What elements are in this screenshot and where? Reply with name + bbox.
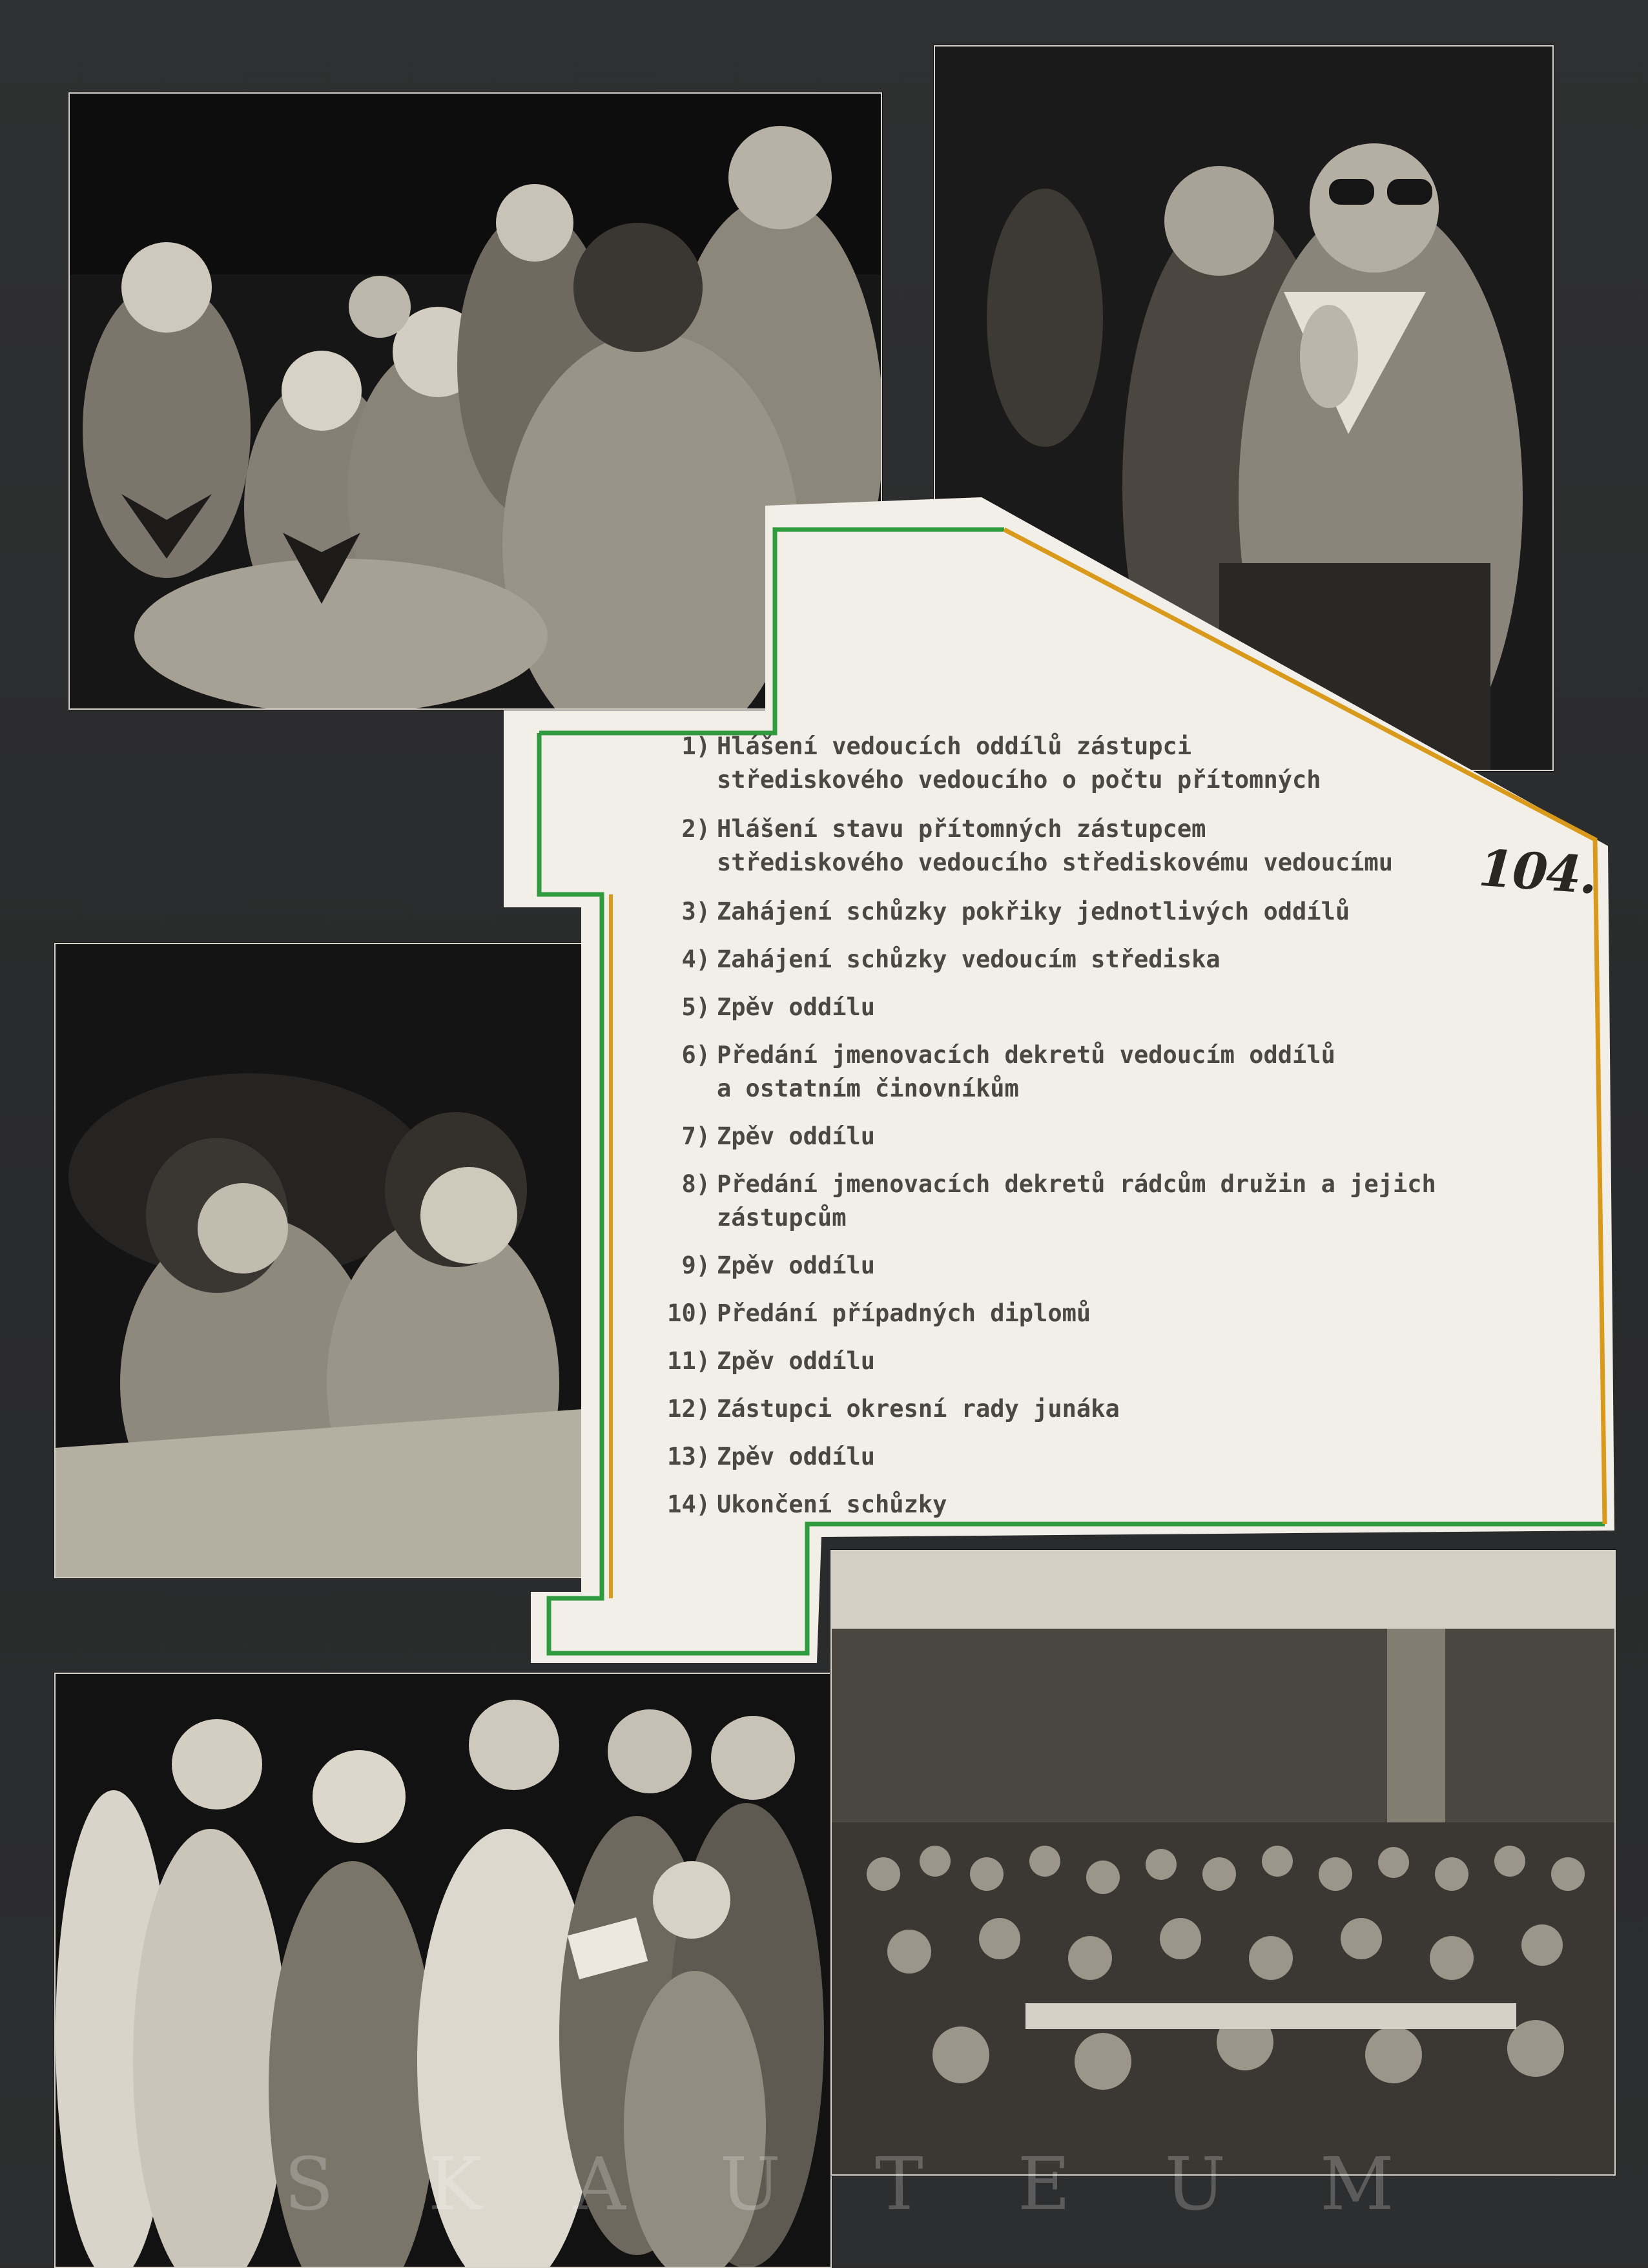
agenda-item: 5) Zpěv oddílu [681, 993, 876, 1021]
agenda-item: 7) Zpěv oddílu [681, 1122, 876, 1150]
agenda-item: 8) Předání jmenovacích dekretů rádcům družin a jejich zástupcům [681, 1170, 1436, 1232]
handwritten-page-number: 104. [1477, 838, 1598, 906]
agenda-item: 4) Zahájení schůzky vedoucím střediska [681, 945, 1221, 973]
agenda-item: 9) Zpěv oddílu [681, 1252, 876, 1279]
agenda-item: 12) Zástupci okresní rady junáka [667, 1395, 1120, 1423]
agenda-list [652, 730, 1569, 1521]
agenda-item: 11) Zpěv oddílu [667, 1347, 876, 1375]
agenda-item: 1) Hlášení vedoucích oddílů zástupci střediskového vedoucího o počtu přítomných [681, 732, 1321, 794]
agenda-item: 10) Předání případných diplomů [667, 1299, 1091, 1327]
agenda-item: 3) Zahájení schůzky pokřiky jednotlivých oddílů [681, 898, 1350, 925]
agenda-item: 6) Předání jmenovacích dekretů vedoucím oddílů a ostatním činovníkům [681, 1041, 1335, 1102]
watermark-text: SKAUTEUM [284, 2143, 1488, 2227]
agenda-item: 13) Zpěv oddílu [667, 1443, 876, 1470]
agenda-item: 2) Hlášení stavu přítomných zástupcem střediskového vedoucího střediskovému vedoucímu [681, 815, 1393, 876]
agenda-item: 14) Ukončení schůzky [667, 1490, 947, 1518]
